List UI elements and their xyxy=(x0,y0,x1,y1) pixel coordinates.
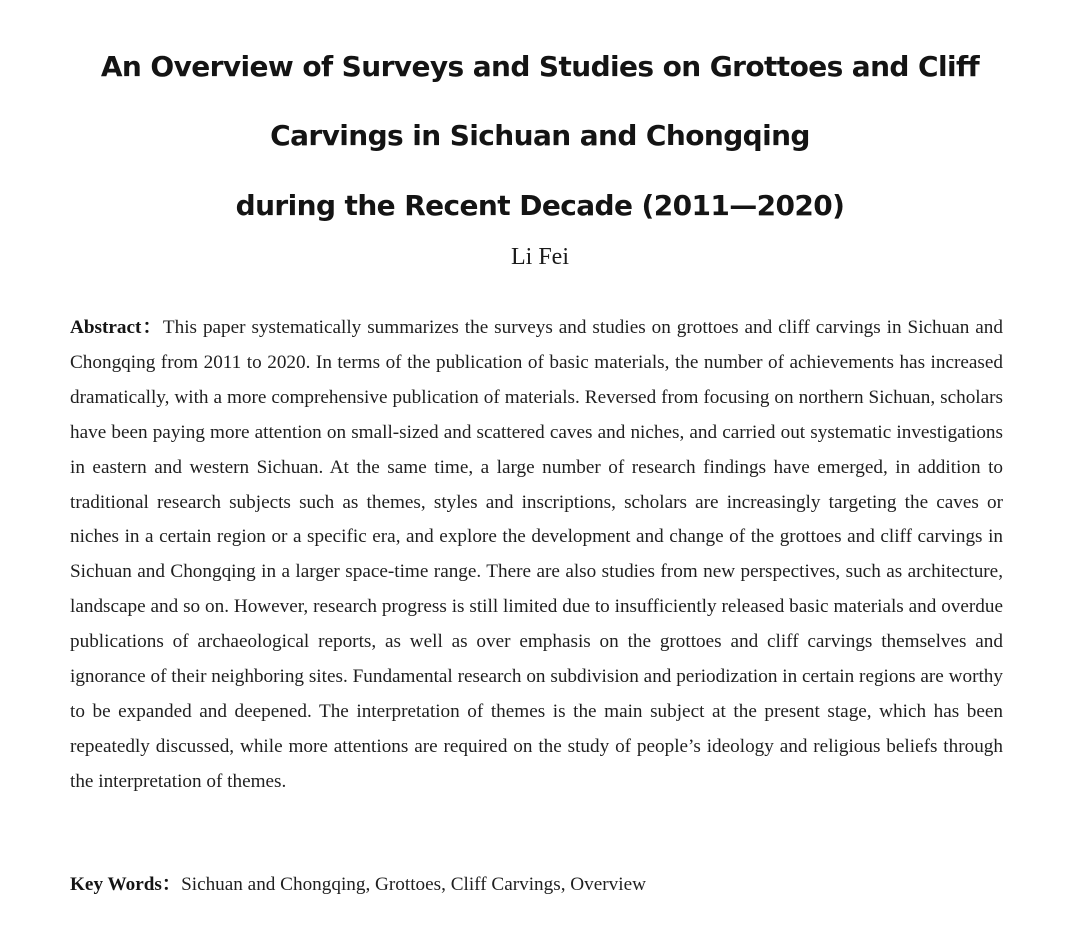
keywords-line xyxy=(70,868,1003,903)
paper-title-line-1: An Overview of Surveys and Studies on Grottoes and Cliff xyxy=(100,50,980,83)
paper-title-line-2: Carvings in Sichuan and Chongqing xyxy=(270,119,810,152)
author-name: Li Fei xyxy=(511,244,569,270)
abstract-text: This paper systematically summarizes the surveys and studies on grottoes and cliff carvings in Sichuan and Chongqing from 2011 to 2020. In terms of the publication of basic materials, the number of achievements has increased dramatically, with a more comprehensive publication of materials. Reversed from focusing on northern Sichuan, scholars have been paying more attention on small-sized and scattered caves and niches, and carried out systematic investigations in eastern and western Sichuan. At the same time, a large number of research findings have emerged, in addition to traditional research subjects such as themes, styles and inscriptions, scholars are increasingly targeting the caves or niches in a certain region or a specific era, and explore the development and change of the grottoes and cliff carvings in Sichuan and Chongqing in a larger space-time range. There are also studies from new perspectives, such as architecture, landscape and so on. However, research progress is still limited due to insufficiently released basic materials and overdue publications of archaeological reports, as well as over emphasis on the grottoes and cliff carvings themselves and ignorance of their neighboring sites. Fundamental research on subdivision and periodization in certain regions are worthy to be expanded and deepened. The interpretation of themes is the main subject at the present stage, which has been repeatedly discussed, while more attentions are required on the study of people’s ideology and religious beliefs through the interpretation of themes. xyxy=(70,317,1003,792)
paper-title-line-3: during the Recent Decade (2011—2020) xyxy=(235,189,845,222)
abstract-label: Abstract： xyxy=(70,317,163,338)
keywords-label: Key Words： xyxy=(70,874,182,895)
abstract-paragraph xyxy=(70,311,1003,800)
keywords-text: Sichuan and Chongqing, Grottoes, Cliff Carvings, Overview xyxy=(181,874,646,895)
